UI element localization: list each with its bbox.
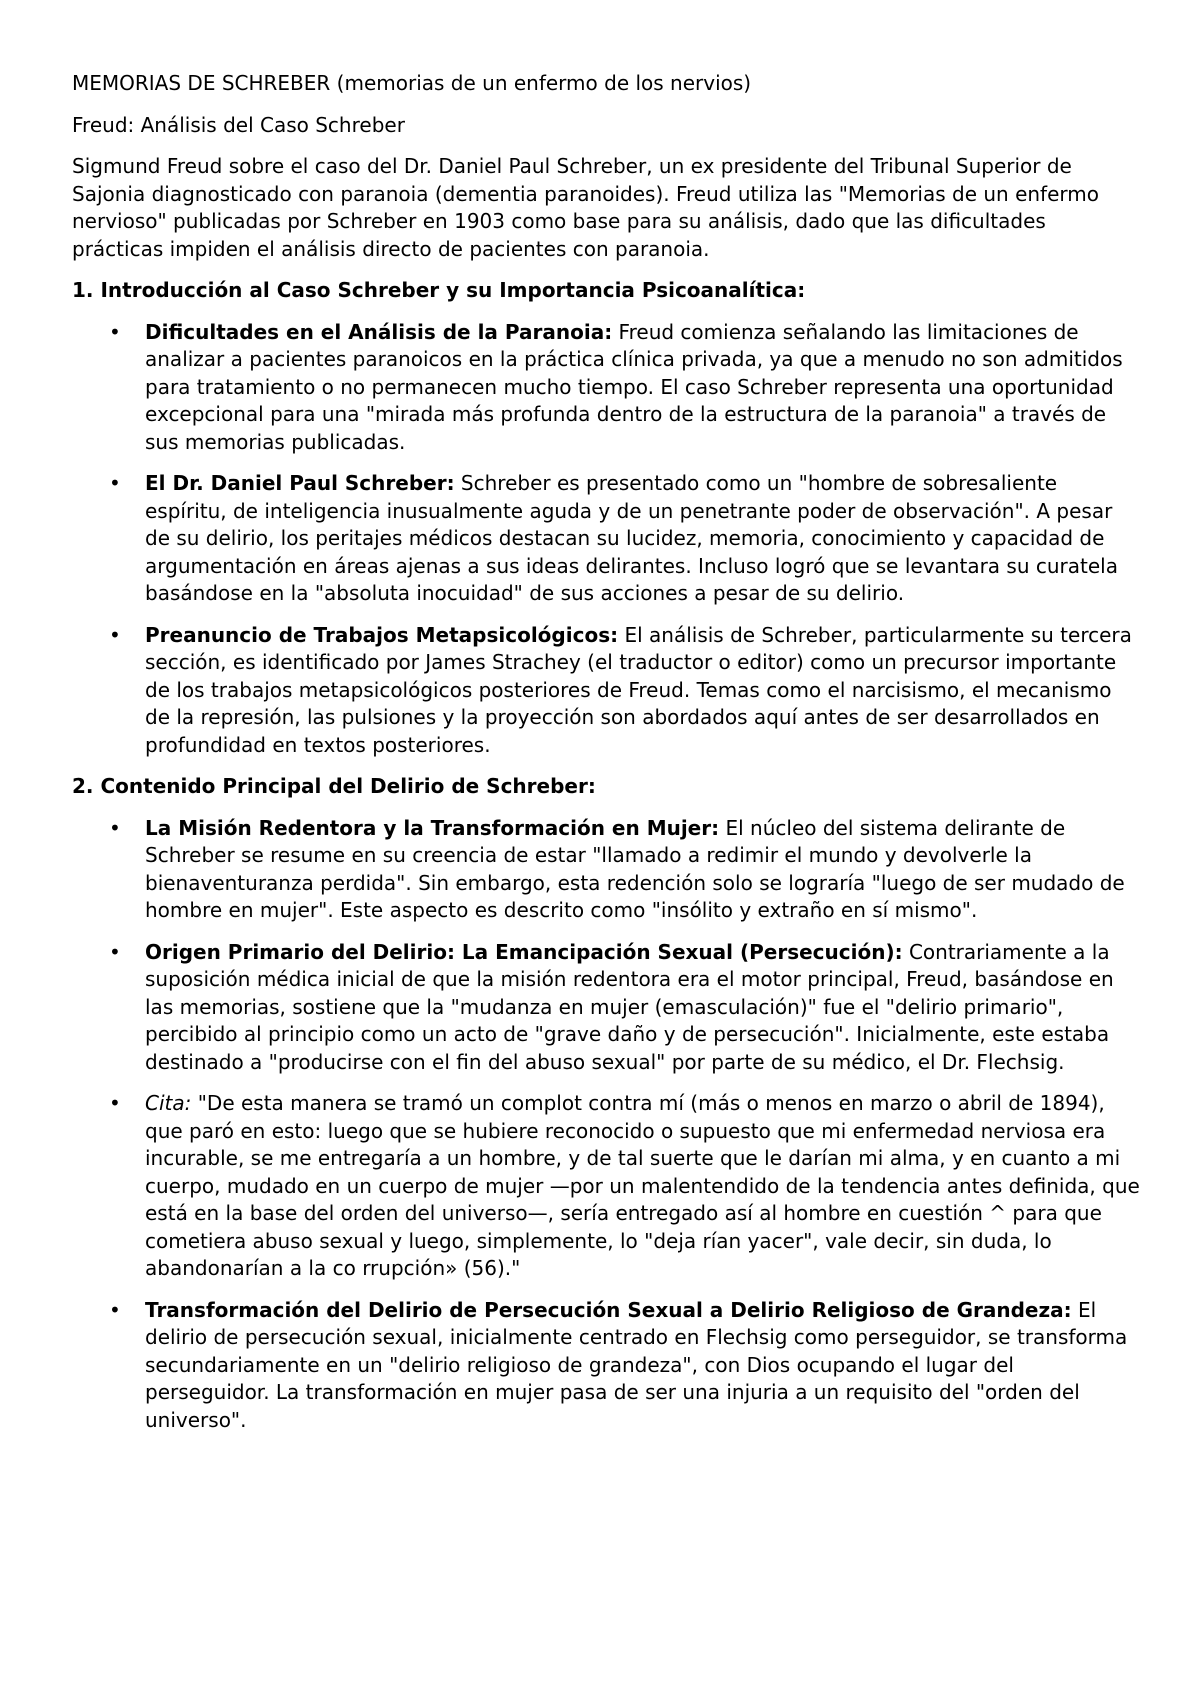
section-1-list: [72, 319, 1140, 760]
item-text: El delirio de persecución sexual, inicialmente centrado en Flechsig como perseguidor, se transforma secundariamente en un "delirio religioso de grandeza", con Dios ocupando el lugar del perseguidor. La transformación en mujer pasa de ser una injuria a un requisito del "orden del universo".: [145, 1297, 1128, 1432]
section-2-list: [72, 815, 1140, 1435]
item-text: Contrariamente a la suposición médica inicial de que la misión redentora era el motor principal, Freud, basándose en las memorias, sostiene que la "mudanza en mujer (emasculación)" fue el "delirio primario", percibido al principio como un acto de "grave daño y de persecución". Inicialmente, este estaba destinado a "producirse con el fin del abuso sexual" por parte de su médico, el Dr. Flechsig.: [145, 939, 1114, 1074]
document-title: MEMORIAS DE SCHREBER (memorias de un enfermo de los nervios): [72, 71, 752, 95]
item-text: El núcleo del sistema delirante de Schreber se resume en su creencia de estar "llamado a redimir el mundo y devolverle la bienaventuranza perdida". Sin embargo, esta redención solo se lograría "luego de ser mudado de hombre en mujer". Este aspecto es descrito como "insólito y extraño en sí mismo".: [145, 815, 1125, 922]
list-item: [72, 815, 1140, 925]
quote-item: [72, 1090, 1140, 1283]
item-text: Schreber es presentado como un "hombre de sobresaliente espíritu, de inteligencia inusualmente aguda y de un penetrante poder de observación". A pesar de su delirio, los peritajes médicos destacan su lucidez, memoria, conocimiento y capacidad de argumentación en áreas ajenas a sus ideas delirantes. Incluso logró que se levantara su curatela basándose en la "absoluta inocuidad" de sus acciones a pesar de su delirio.: [145, 471, 1118, 605]
section-1-heading: 1. Introducción al Caso Schreber y su Importancia Psicoanalítica:: [72, 278, 806, 302]
list-item: [72, 939, 1140, 1077]
section-2-heading: 2. Contenido Principal del Delirio de Schreber:: [72, 774, 596, 798]
quote-label: Cita:: [145, 1091, 192, 1115]
list-item: [72, 319, 1140, 457]
item-text: Freud comienza señalando las limitaciones de analizar a pacientes paranoicos en la práctica clínica privada, ya que a menudo no son admitidos para tratamiento o no permanecen mucho tiempo. El caso Schreber representa una oportunidad excepcional para una "mirada más profunda dentro de la estructura de la paranoia" a través de sus memorias publicadas.: [145, 319, 1123, 454]
intro-paragraph: Sigmund Freud sobre el caso del Dr. Daniel Paul Schreber, un ex presidente del Tribunal Superior de Sajonia diagnosticado con paranoia (dementia paranoides). Freud utiliza las "Memorias de un enfermo nervioso" publicadas por Schreber en 1903 como base para su análisis, dado que las dificultades prácticas impiden el análisis directo de pacientes con paranoia.: [72, 154, 1099, 261]
item-term: La Misión Redentora y la Transformación en Mujer:: [145, 815, 720, 840]
item-term: Preanuncio de Trabajos Metapsicológicos:: [145, 622, 619, 647]
item-term: El Dr. Daniel Paul Schreber:: [145, 471, 455, 495]
document-subtitle: Freud: Análisis del Caso Schreber: [72, 112, 405, 137]
item-text: El análisis de Schreber, particularmente su tercera sección, es identificado por James Strachey (el traductor o editor) como un precursor importante de los trabajos metapsicológicos posteriores de Freud. Temas como el narcisismo, el mecanismo de la represión, las pulsiones y la proyección son abordados aquí antes de ser desarrollados en profundidad en textos posteriores.: [145, 622, 1132, 757]
quote-text: "De esta manera se tramó un complot contra mí (más o menos en marzo o abril de 1894), que paró en esto: luego que se hubiere reconocido o supuesto que mi enfermedad nerviosa era incurable, se me entregaría a un hombre, y de tal suerte que le darían mi alma, y en cuanto a mi cuerpo, mudado en un cuerpo de mujer —por un malentendido de la tendencia antes definida, que está en la base del orden del universo—, sería entregado así al hombre en cuestión ^ para que cometiera abuso sexual y luego, simplemente, lo "deja rían yacer", vale decir, sin duda, lo abandonarían a la co rrupción» (56).": [145, 1091, 1140, 1280]
item-term: Origen Primario del Delirio: La Emancipación Sexual (Persecución):: [145, 939, 903, 964]
list-item: [72, 1297, 1140, 1435]
item-term: Dificultades en el Análisis de la Paranoia:: [145, 319, 613, 344]
list-item: [72, 470, 1140, 608]
list-item: [72, 622, 1140, 760]
item-term: Transformación del Delirio de Persecución Sexual a Delirio Religioso de Grandeza:: [145, 1297, 1072, 1322]
